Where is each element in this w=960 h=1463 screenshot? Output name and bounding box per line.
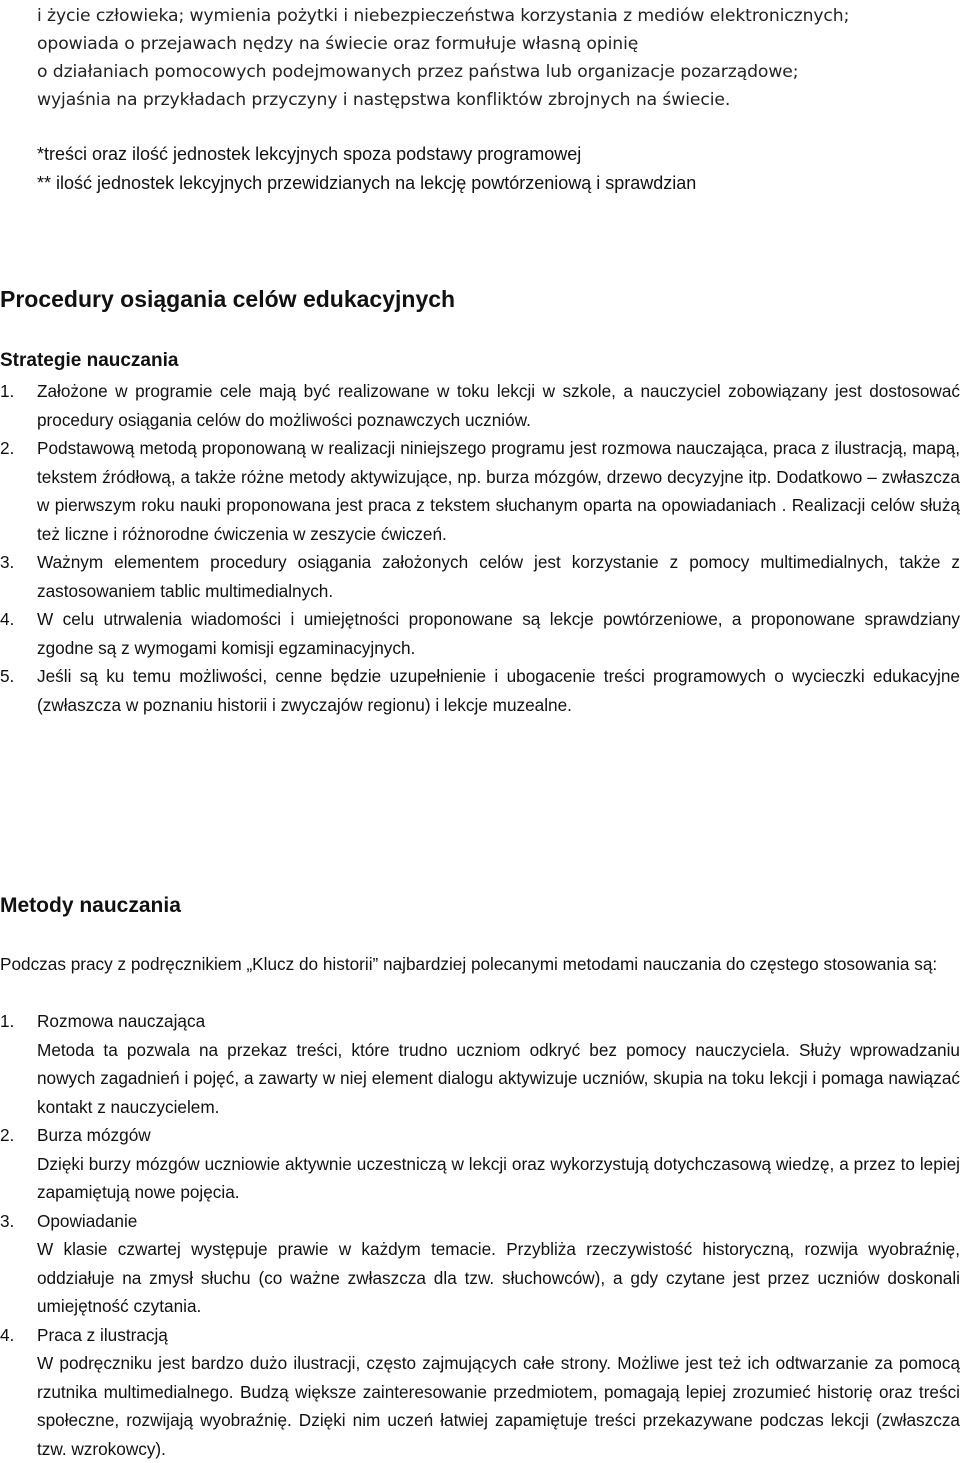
method-description: W podręczniku jest bardzo dużo ilustracji, często zajmujących całe strony. Możliwe jest też ich odtwarzanie za pomocą rzutnika multimedialnego. Budzą większe zainteresowanie przedmiotem, pomagają lepiej zrozumieć historię oraz treści społeczne, rozwijają wyobraźnię. Dzięki nim uczeń łatwiej zapamiętuje treści przekazywane podczas lekcji (zwłaszcza tzw. wzrokowcy).	[37, 1349, 960, 1463]
item-text: Podstawową metodą proponowaną w realizacji niniejszego programu jest rozmowa nauczająca, praca z ilustracją, mapą, tekstem źródłową, a także różne metody aktywizujące, np. burza mózgów, drzewo decyzyjne itp. Dodatkowo – zwłaszcza w pierwszym roku nauki proponowana jest praca z tekstem słuchanym oparta na opowiadaniach . Realizacji celów służą też liczne i różnorodne ćwiczenia w zeszycie ćwiczeń.	[37, 434, 960, 548]
section-heading-procedures: Procedury osiągania celów edukacyjnych	[0, 283, 455, 315]
intro-line: opowiada o przejawach nędzy na świecie oraz formułuje własną opinię	[37, 30, 960, 58]
intro-line: wyjaśnia na przykładach przyczyny i następstwa konfliktów zbrojnych na świecie.	[37, 86, 960, 114]
list-item	[0, 662, 960, 719]
method-item	[0, 1321, 960, 1463]
list-item	[0, 434, 960, 548]
item-number: 3.	[0, 1207, 14, 1236]
footnote-1: *treści oraz ilość jednostek lekcyjnych spoza podstawy programowej	[37, 140, 960, 169]
method-title: Rozmowa nauczająca	[37, 1007, 960, 1036]
item-number: 4.	[0, 1321, 14, 1350]
list-item	[0, 377, 960, 434]
item-number: 2.	[0, 434, 14, 463]
item-number: 1.	[0, 377, 14, 406]
list-item	[0, 605, 960, 662]
subheading-strategies: Strategie nauczania	[0, 347, 178, 375]
item-text: Ważnym elementem procedury osiągania założonych celów jest korzystanie z pomocy multimedialnych, także z zastosowaniem tablic multimedialnych.	[37, 548, 960, 605]
methods-intro: Podczas pracy z podręcznikiem „Klucz do historii” najbardziej polecanymi metodami nauczania do częstego stosowania są:	[0, 950, 960, 979]
method-title: Opowiadanie	[37, 1207, 960, 1236]
method-description: Dzięki burzy mózgów uczniowie aktywnie uczestniczą w lekcji oraz wykorzystują dotychczasową wiedzę, a przez to lepiej zapamiętują nowe pojęcia.	[37, 1150, 960, 1207]
footnotes	[37, 140, 960, 198]
section-heading-methods: Metody nauczania	[0, 890, 181, 922]
method-item	[0, 1007, 960, 1121]
intro-line: o działaniach pomocowych podejmowanych przez państwa lub organizacje pozarządowe;	[37, 58, 960, 86]
item-text: W celu utrwalenia wiadomości i umiejętności proponowane są lekcje powtórzeniowe, a proponowane sprawdziany zgodne są z wymogami komisji egzaminacyjnych.	[37, 605, 960, 662]
item-number: 5.	[0, 662, 14, 691]
method-item	[0, 1121, 960, 1207]
strategies-list	[0, 377, 960, 719]
intro-line: i życie człowieka; wymienia pożytki i niebezpieczeństwa korzystania z mediów elektronicznych;	[37, 2, 960, 30]
item-number: 2.	[0, 1121, 14, 1150]
item-text: Jeśli są ku temu możliwości, cenne będzie uzupełnienie i ubogacenie treści programowych o wycieczki edukacyjne (zwłaszcza w poznaniu historii i zwyczajów regionu) i lekcje muzealne.	[37, 662, 960, 719]
intro-paragraph	[37, 2, 960, 114]
list-item	[0, 548, 960, 605]
item-text: Założone w programie cele mają być realizowane w toku lekcji w szkole, a nauczyciel zobowiązany jest dostosować procedury osiągania celów do możliwości poznawczych uczniów.	[37, 377, 960, 434]
method-title: Praca z ilustracją	[37, 1321, 960, 1350]
footnote-2: ** ilość jednostek lekcyjnych przewidzianych na lekcję powtórzeniową i sprawdzian	[37, 169, 960, 198]
method-description: W klasie czwartej występuje prawie w każdym temacie. Przybliża rzeczywistość historyczną, rozwija wyobraźnię, oddziałuje na zmysł słuchu (co ważne zwłaszcza dla tzw. słuchowców), a gdy czytane jest przez uczniów doskonali umiejętność czytania.	[37, 1235, 960, 1321]
methods-list	[0, 1007, 960, 1463]
method-description: Metoda ta pozwala na przekaz treści, które trudno uczniom odkryć bez pomocy nauczyciela. Służy wprowadzaniu nowych zagadnień i pojęć, a zawarty w niej element dialogu aktywizuje uczniów, skupia na toku lekcji i pomaga nawiązać kontakt z nauczycielem.	[37, 1036, 960, 1122]
method-item	[0, 1207, 960, 1321]
method-title: Burza mózgów	[37, 1121, 960, 1150]
item-number: 4.	[0, 605, 14, 634]
item-number: 1.	[0, 1007, 14, 1036]
item-number: 3.	[0, 548, 14, 577]
